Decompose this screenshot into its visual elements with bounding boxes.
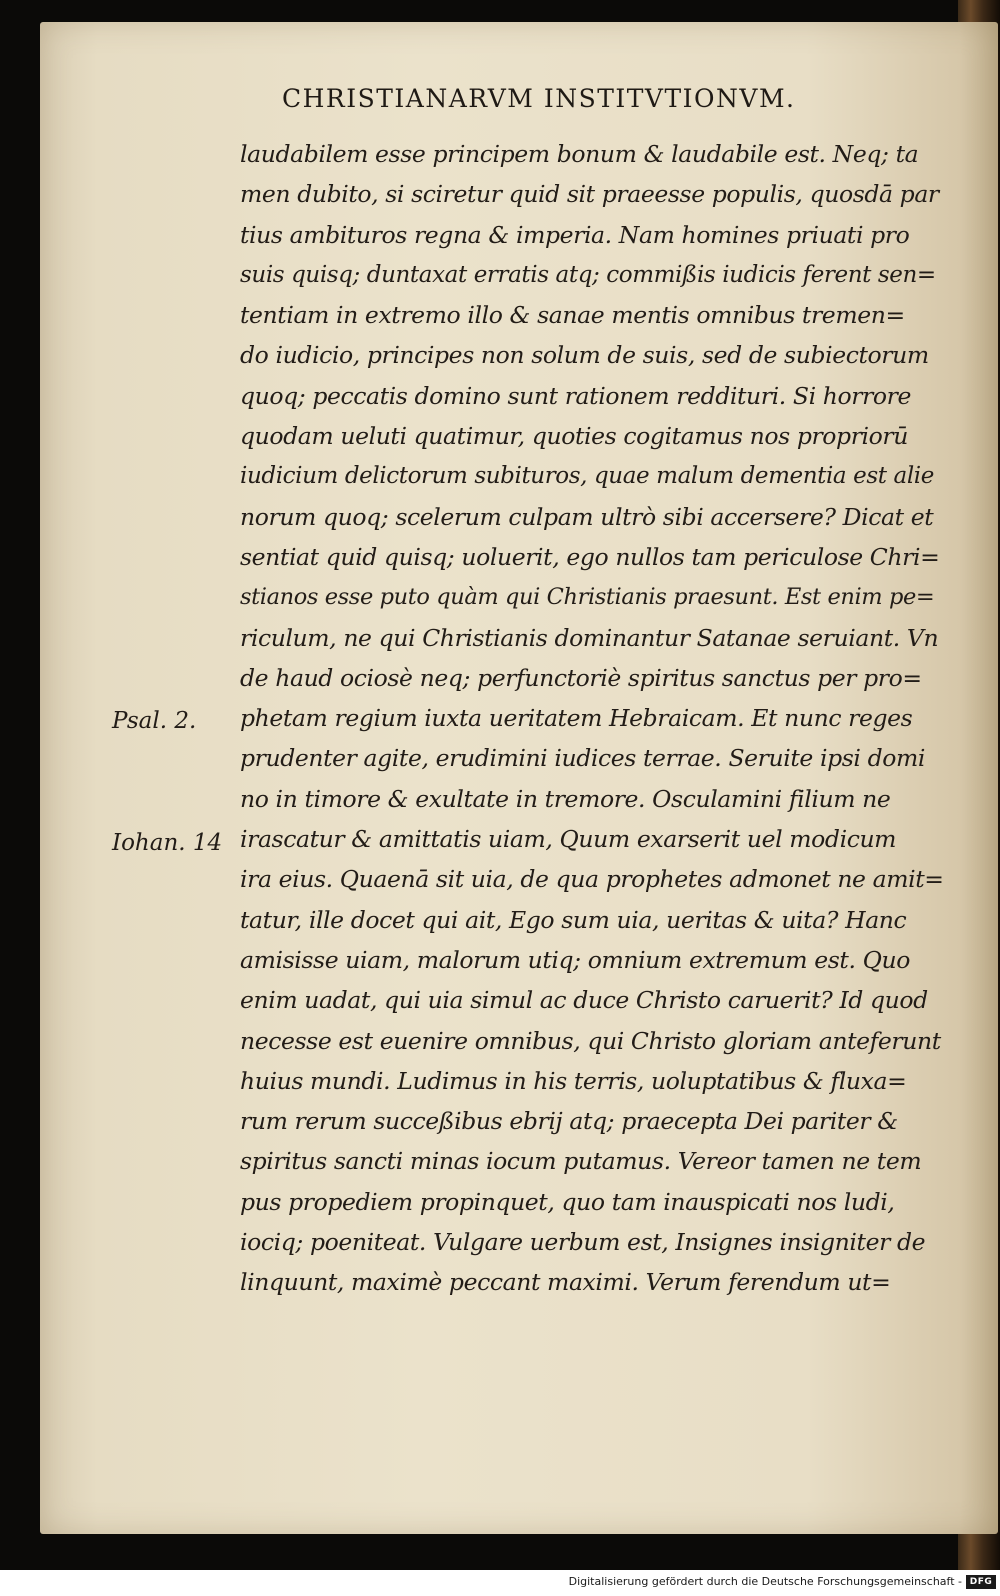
text-line: men dubito, si sciretur quid sit praeesse populis, quosdā par: [240, 180, 939, 209]
text-line: suis quisq; duntaxat erratis atq; commißis iudicis ferent sen=: [240, 261, 936, 288]
text-line: do iudicio, principes non solum de suis, sed de subiectorum: [240, 341, 929, 370]
text-line: norum quoq; scelerum culpam ultrò sibi accersere? Dicat et: [240, 502, 934, 531]
marginal-note-psalm: Psal. 2.: [112, 708, 197, 734]
text-line: rum rerum succeßibus ebrij atq; praecepta Dei pariter &: [240, 1107, 898, 1136]
running-head: CHRISTIANARVM INSTITVTIONVM.: [282, 84, 796, 113]
text-line: no in timore & exultate in tremore. Osculamini filium ne: [240, 784, 891, 813]
text-line: quodam ueluti quatimur, quoties cogitamus nos propriorū: [240, 422, 908, 451]
text-line: riculum, ne qui Christianis dominantur Satanae seruiant. Vn: [240, 623, 939, 652]
text-line: iociq; poeniteat. Vulgare uerbum est, Insignes insigniter de: [240, 1228, 926, 1257]
text-line: quoq; peccatis domino sunt rationem reddituri. Si horrore: [240, 381, 912, 410]
marginal-note-john: Iohan. 14: [112, 830, 223, 856]
text-line: necesse est euenire omnibus, qui Christo gloriam anteferunt: [240, 1026, 941, 1055]
dfg-logo-icon: DFG: [966, 1575, 996, 1589]
text-line: tatur, ille docet qui ait, Ego sum uia, ueritas & uita? Hanc: [240, 905, 907, 934]
body-text: [240, 134, 945, 1303]
text-line: laudabilem esse principem bonum & laudabile est. Neq; ta: [240, 140, 919, 168]
text-line: prudenter agite, erudimini iudices terrae. Seruite ipsi domi: [240, 744, 925, 773]
text-line: stianos esse puto quàm qui Christianis praesunt. Est enim pe=: [240, 584, 935, 611]
text-line: tius ambituros regna & imperia. Nam homines priuati pro: [240, 220, 910, 249]
text-line: enim uadat, qui uia simul ac duce Christo caruerit? Id quod: [240, 986, 928, 1015]
text-line: huius mundi. Ludimus in his terris, uoluptatibus & fluxa=: [240, 1066, 907, 1095]
text-line: tentiam in extremo illo & sanae mentis omnibus tremen=: [240, 301, 905, 330]
text-line: linquunt, maximè peccant maximi. Verum ferendum ut=: [240, 1268, 891, 1297]
text-line: spiritus sancti minas iocum putamus. Vereor tamen ne tem: [240, 1147, 922, 1176]
footer-bar: [0, 1570, 1000, 1596]
text-line: sentiat quid quisq; uoluerit, ego nullos tam periculose Chri=: [240, 542, 940, 571]
text-line: pus propediem propinquet, quo tam inauspicati nos ludi,: [240, 1187, 895, 1216]
text-line: phetam regium iuxta ueritatem Hebraicam. Et nunc reges: [240, 704, 913, 733]
funding-credit: Digitalisierung gefördert durch die Deutsche Forschungsgemeinschaft -: [568, 1575, 962, 1588]
text-line: ira eius. Quaenā sit uia, de qua prophetes admonet ne amit=: [240, 865, 944, 894]
text-line: irascatur & amittatis uiam, Quum exarserit uel modicum: [240, 825, 897, 854]
text-line: de haud ociosè neq; perfunctoriè spiritus sanctus per pro=: [240, 663, 922, 692]
text-line: iudicium delictorum subituros, quae malum dementia est alie: [240, 463, 934, 490]
text-line: amisisse uiam, malorum utiq; omnium extremum est. Quo: [240, 945, 910, 974]
